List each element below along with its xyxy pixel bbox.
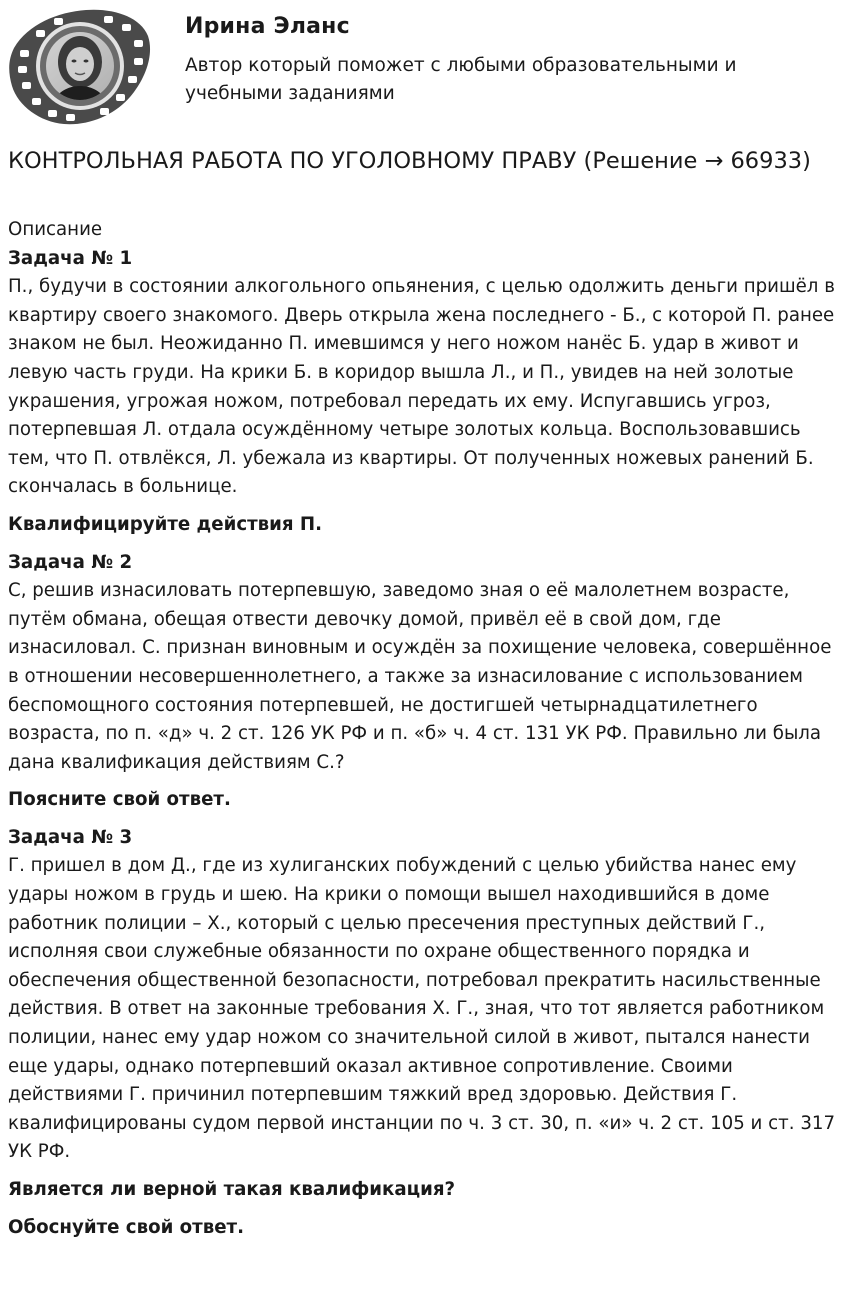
task-2: [8, 549, 843, 815]
task-text: С, решив изнасиловать потерпевшую, заведомо зная о её малолетнем возрасте, путём обмана, обещая отвести девочку домой, привёл её в свой дом, где изнасиловал. С. признан виновным и осуждён за похищение человека, совершённое в отношении несовершеннолетнего, а также за изнасилование с использованием беспомощного состояния потерпевшей, не достигшей четырнадцатилетнего возраста, по п. «д» ч. 2 ст. 126 УК РФ и п. «б» ч. 4 ст. 131 УК РФ. Правильно ли была дана квалификация действиям С.?: [8, 580, 832, 773]
avatar: [8, 6, 153, 128]
task-title: Задача № 2: [8, 551, 133, 573]
task-title: Задача № 1: [8, 247, 133, 269]
author-name: Ирина Эланс: [185, 14, 350, 39]
task-title: Задача № 3: [8, 826, 133, 848]
author-description: Автор который поможет с любыми образовательными и учебными заданиями: [185, 55, 737, 104]
task-3: [8, 824, 843, 1242]
task-question: Квалифицируйте действия П.: [8, 513, 323, 535]
task-text: П., будучи в состоянии алкогольного опьянения, с целью одолжить деньги пришёл в квартиру своего знакомого. Дверь открыла жена последнего - Б., с которой П. ранее знаком не был. Неожиданно П. имевшимся у него ножом нанёс Б. удар в живот и левую часть груди. На крики Б. в коридор вышла Л., и П., увидев на ней золотые украшения, угрожая ножом, потребовал передать их ему. Испугавшись угроз, потерпевшая Л. отдала осуждённому четыре золотых кольца. Воспользовавшись тем, что П. отвлёкся, Л. убежала из квартиры. От полученных ножевых ранений Б. скончалась в больнице.: [8, 276, 835, 498]
task-text: Г. пришел в дом Д., где из хулиганских побуждений с целью убийства нанес ему удары ножом в грудь и шею. На крики о помощи вышел находившийся в доме работник полиции – Х., который с целью пресечения преступных действий Г., исполняя свои служебные обязанности по охране общественного порядка и обеспечения общественной безопасности, потребовал прекратить насильственные действия. В ответ на законные требования Х. Г., зная, что тот является работником полиции, нанес ему удар ножом со значительной силой в живот, пытался нанести еще удары, однако потерпевший оказал активное сопротивление. Своими действиями Г. причинил потерпевшим тяжкий вред здоровью. Действия Г. квалифицированы судом первой инстанции по ч. 3 ст. 30, п. «и» ч. 2 ст. 105 и ст. 317 УК РФ.: [8, 855, 836, 1163]
task-1: [8, 245, 843, 540]
description-content: [8, 216, 843, 1251]
author-header: [8, 6, 840, 128]
task-question: Является ли верной такая квалификация?: [8, 1179, 456, 1200]
description-label: Описание: [8, 219, 103, 240]
film-reel-avatar-icon: [8, 6, 153, 128]
task-question: Обоснуйте свой ответ.: [8, 1216, 245, 1238]
page-title: КОНТРОЛЬНАЯ РАБОТА ПО УГОЛОВНОМУ ПРАВУ (Решение → 66933): [8, 148, 811, 174]
task-question: Поясните свой ответ.: [8, 789, 231, 811]
